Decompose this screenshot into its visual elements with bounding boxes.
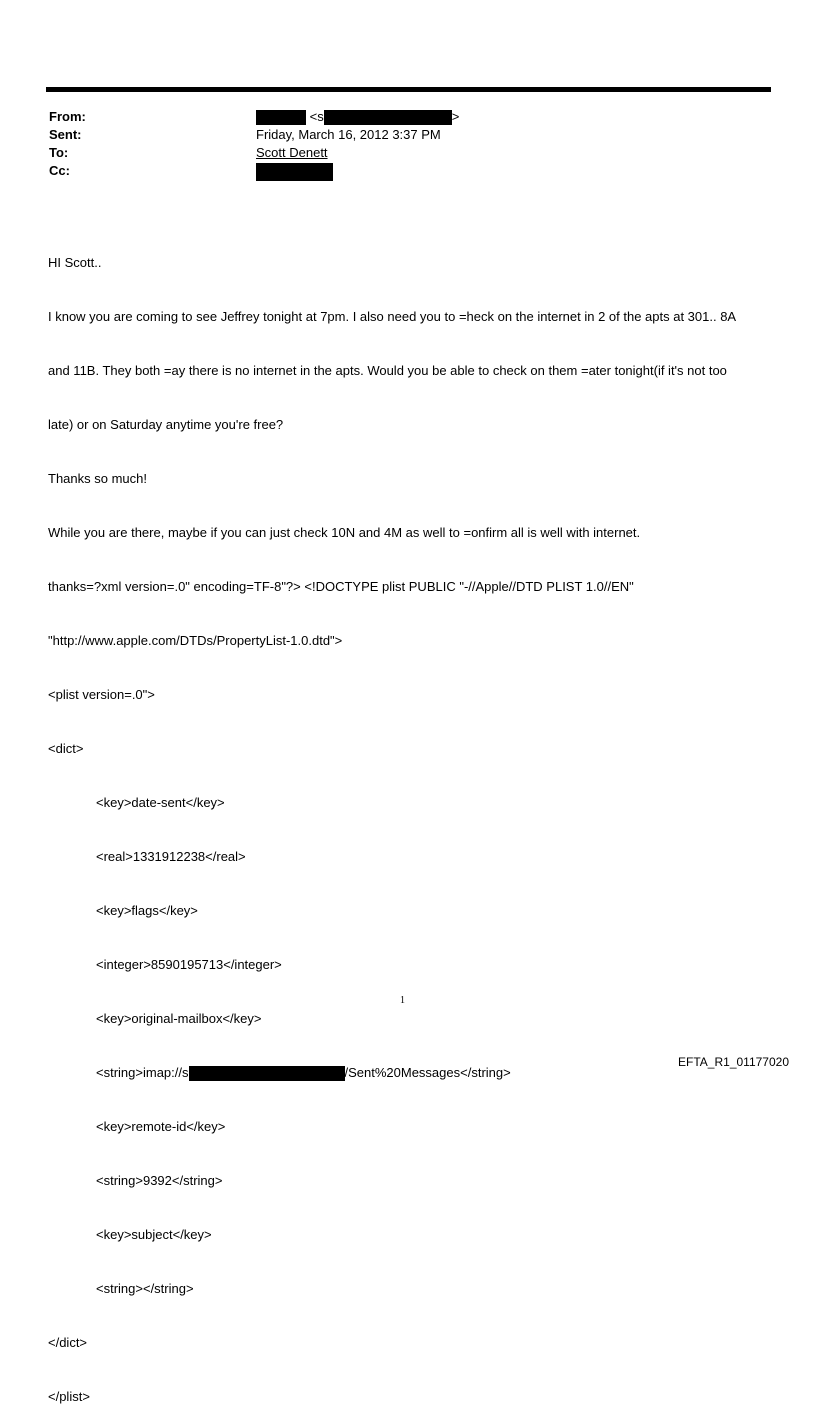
cc-label: Cc: <box>49 163 70 178</box>
redaction-box <box>256 163 333 181</box>
body-line: "http://www.apple.com/DTDs/PropertyList-1.0.dtd"> <box>48 633 343 648</box>
plist-imap-line <box>48 1064 773 1082</box>
sent-row <box>49 126 749 144</box>
from-open-bracket: <s <box>309 109 324 124</box>
plist-line: <key>flags</key> <box>96 903 198 918</box>
imap-prefix: <string>imap:// <box>96 1065 182 1080</box>
plist-line: <string></string> <box>96 1281 194 1296</box>
from-value <box>256 108 459 126</box>
email-body <box>48 218 773 1424</box>
email-header <box>49 108 749 180</box>
header-rule <box>46 87 771 92</box>
plist-line: <key>date-sent</key> <box>96 795 225 810</box>
plist-line: <real>1331912238</real> <box>96 849 246 864</box>
plist-line: <key>original-mailbox</key> <box>96 1011 262 1026</box>
imap-s: s <box>182 1065 189 1080</box>
from-close-bracket: > <box>451 109 460 124</box>
cc-value <box>256 162 333 181</box>
body-line: and 11B. They both =ay there is no internet in the apts. Would you be able to check on them =ater tonight(if it's not too <box>48 363 727 378</box>
to-value: Scott Denett <box>256 145 328 160</box>
to-label: To: <box>49 145 69 160</box>
plist-line: <key>subject</key> <box>96 1227 212 1242</box>
from-row <box>49 108 749 126</box>
to-row <box>49 144 749 162</box>
body-line: </plist> <box>48 1389 90 1404</box>
body-line: HI Scott.. <box>48 255 102 270</box>
body-line: late) or on Saturday anytime you're free? <box>48 417 284 432</box>
bates-number: EFTA_R1_01177020 <box>678 1055 789 1069</box>
body-line: </dict> <box>48 1335 88 1350</box>
plist-line: <key>remote-id</key> <box>96 1119 226 1134</box>
body-line: While you are there, maybe if you can just check 10N and 4M as well to =onfirm all is well with internet. <box>48 525 641 540</box>
body-line: I know you are coming to see Jeffrey tonight at 7pm. I also need you to =heck on the internet in 2 of the apts at 301.. 8A <box>48 309 737 324</box>
from-label: From: <box>49 109 86 124</box>
plist-line: <string>9392</string> <box>96 1173 223 1188</box>
body-line: Thanks so much! <box>48 471 147 486</box>
sent-value: Friday, March 16, 2012 3:37 PM <box>256 127 441 142</box>
body-line: <dict> <box>48 741 84 756</box>
cc-row <box>49 162 749 180</box>
redaction-box <box>256 110 306 125</box>
sent-label: Sent: <box>49 127 82 142</box>
imap-suffix: /Sent%20Messages</string> <box>344 1065 511 1080</box>
page-number: 1 <box>400 995 405 1006</box>
redaction-box <box>189 1066 345 1081</box>
redaction-box <box>324 110 452 125</box>
body-line: thanks=?xml version=.0" encoding=TF-8"?> <!DOCTYPE plist PUBLIC "-//Apple//DTD PLIST 1.0//EN" <box>48 579 634 594</box>
plist-line: <integer>8590195713</integer> <box>96 957 282 972</box>
body-line: <plist version=.0"> <box>48 687 155 702</box>
